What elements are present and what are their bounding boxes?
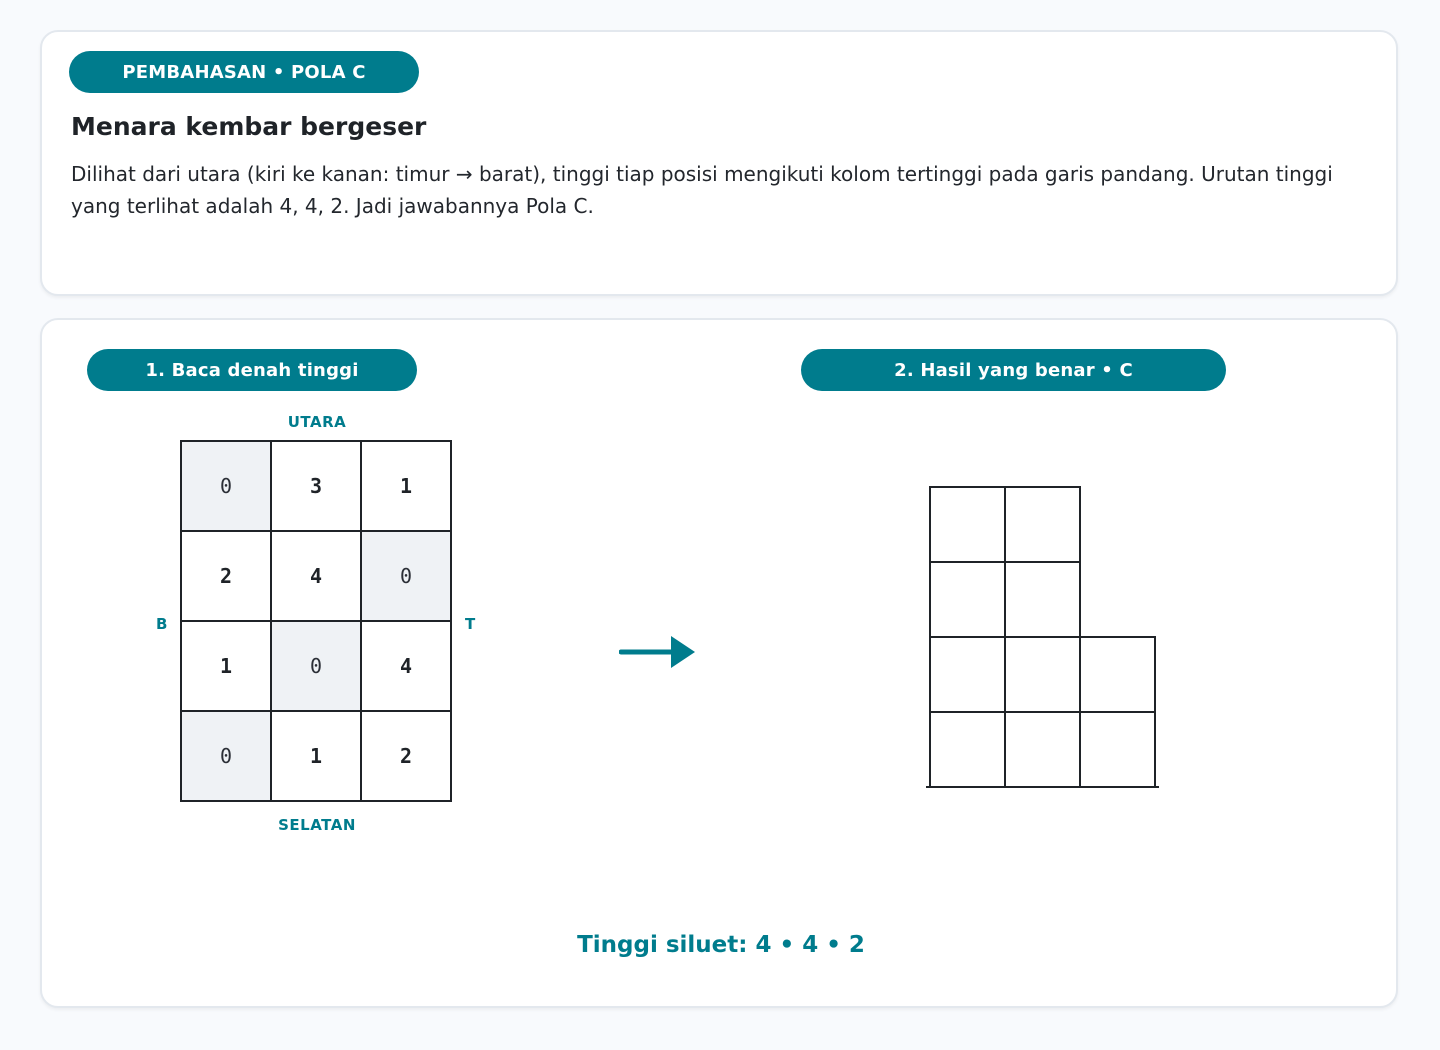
compass-east-label: T <box>465 615 476 633</box>
explanation-card <box>40 30 1398 296</box>
grid-cell: 4 <box>272 532 362 622</box>
grid-cell: 2 <box>182 532 272 622</box>
grid-cell: 3 <box>272 442 362 532</box>
grid-cell: 1 <box>182 622 272 712</box>
pattern-badge: PEMBAHASAN • POLA C <box>69 51 419 93</box>
grid-cell: 0 <box>272 622 362 712</box>
solution-card <box>40 318 1398 1008</box>
silhouette-block <box>930 562 1005 637</box>
silhouette-result <box>922 482 1162 796</box>
silhouette-block <box>1005 487 1080 562</box>
silhouette-block <box>1005 562 1080 637</box>
explanation-title: Menara kembar bergeser <box>71 112 427 141</box>
step-1-label: 1. Baca denah tinggi <box>87 349 417 391</box>
explanation-text: Dilihat dari utara (kiri ke kanan: timur → barat), tinggi tiap posisi mengikuti kolom tertinggi pada garis pandang. Urutan tinggi yang terlihat adalah 4, 4, 2. Jadi jawabannya Pola C. <box>71 162 1333 218</box>
grid-cell: 1 <box>272 712 362 802</box>
silhouette-summary: Tinggi siluet: 4 • 4 • 2 <box>577 932 865 958</box>
grid-cell: 0 <box>362 532 452 622</box>
arrow-right-icon <box>619 634 699 674</box>
grid-cell: 0 <box>182 442 272 532</box>
step-2-label: 2. Hasil yang benar • C <box>801 349 1226 391</box>
grid-cell: 4 <box>362 622 452 712</box>
grid-cell: 2 <box>362 712 452 802</box>
grid-cell: 0 <box>182 712 272 802</box>
silhouette-block <box>930 487 1005 562</box>
silhouette-block <box>930 637 1005 712</box>
silhouette-block <box>1080 712 1155 787</box>
compass-north-label: UTARA <box>287 413 347 431</box>
grid-cell: 1 <box>362 442 452 532</box>
silhouette-block <box>930 712 1005 787</box>
silhouette-block <box>1005 637 1080 712</box>
height-map-grid <box>180 440 452 802</box>
compass-south-label: SELATAN <box>278 816 356 834</box>
silhouette-block <box>1005 712 1080 787</box>
compass-west-label: B <box>156 615 168 633</box>
silhouette-block <box>1080 637 1155 712</box>
